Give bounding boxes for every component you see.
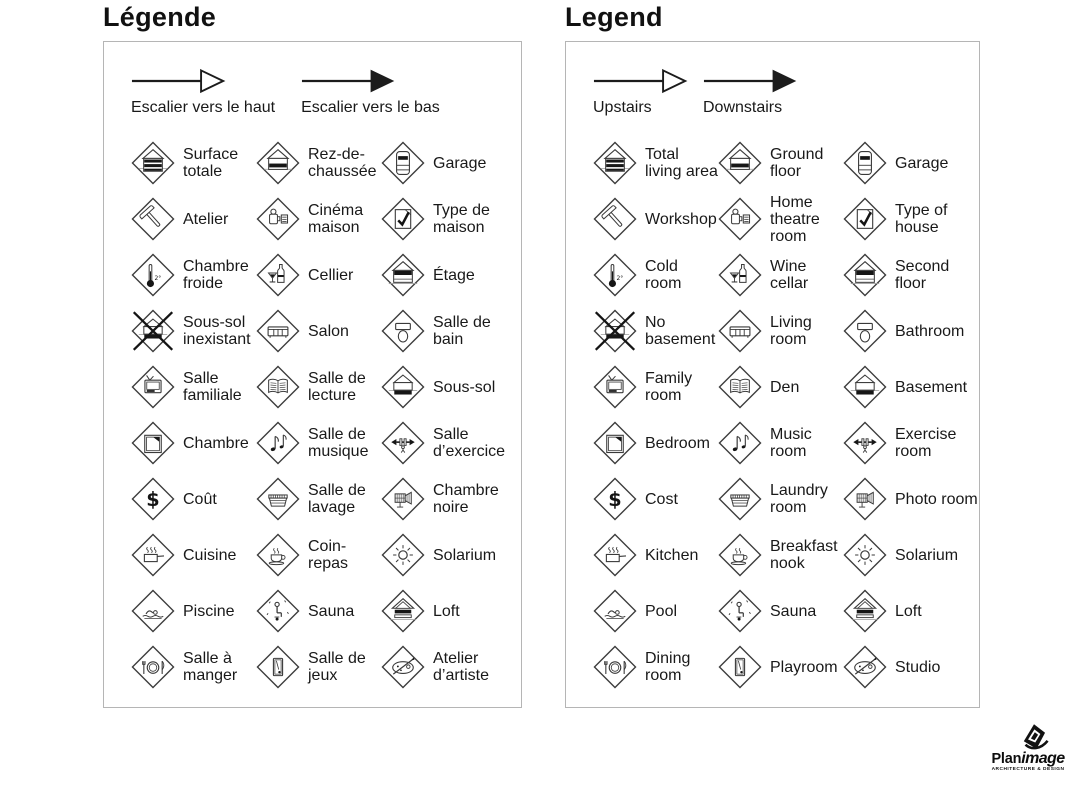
- panel-title-english: Legend: [565, 2, 663, 32]
- legend-item: [381, 247, 517, 303]
- legend-item: [593, 303, 718, 359]
- living-room-icon: [256, 309, 300, 353]
- legend-item-label: Atelier d’artiste: [433, 650, 490, 684]
- cold-room-icon: [131, 253, 175, 297]
- legend-item-label: Sauna: [770, 602, 817, 620]
- family-room-icon: [131, 365, 175, 409]
- legend-item-label: Salle familiale: [183, 370, 242, 404]
- legend-item: [381, 135, 517, 191]
- brand-bold-text: Plan: [991, 751, 1022, 767]
- legend-item: [843, 583, 979, 639]
- legend-item: [843, 359, 979, 415]
- legend-item-label: Cuisine: [183, 546, 237, 564]
- ground-floor-icon: [256, 141, 300, 185]
- legend-item: [131, 359, 256, 415]
- legend-item-label: Solarium: [895, 546, 959, 564]
- dining-room-icon: [593, 645, 637, 689]
- legend-item-label: Type of house: [895, 202, 948, 236]
- legend-item: [131, 471, 256, 527]
- stairs-up-item: [131, 66, 275, 117]
- legend-item: [718, 471, 843, 527]
- legend-item-label: Breakfast nook: [770, 538, 838, 572]
- cold-room-icon: [593, 253, 637, 297]
- planimage-logo-icon: [1017, 722, 1051, 752]
- legend-item-label: Chambre noire: [433, 482, 499, 516]
- legend-item: [256, 583, 381, 639]
- legend-item-label: Solarium: [433, 546, 497, 564]
- brand-italic-text: image: [1021, 750, 1065, 767]
- legend-item: [131, 191, 256, 247]
- stairs-down-label: Escalier vers le bas: [301, 99, 440, 116]
- planimage-logo: [983, 722, 1073, 772]
- legend-item: [256, 135, 381, 191]
- wine-cellar-icon: [718, 253, 762, 297]
- legend-item-label: Living room: [770, 314, 812, 348]
- legend-item: [381, 191, 517, 247]
- legend-panel-english: [565, 2, 980, 708]
- laundry-room-icon: [256, 477, 300, 521]
- legend-box-english: [565, 41, 980, 708]
- den-icon: [256, 365, 300, 409]
- legend-item-label: Family room: [645, 370, 693, 404]
- legend-item-label: Salon: [308, 322, 349, 340]
- stairs-down-arrow-icon: [703, 66, 799, 96]
- legend-item: [131, 303, 256, 359]
- panel-title-french: Légende: [103, 2, 217, 32]
- legend-item-label: Sous-sol inexistant: [183, 314, 251, 348]
- bedroom-icon: [131, 421, 175, 465]
- legend-item-label: Playroom: [770, 658, 838, 676]
- legend-item-label: Exercise room: [895, 426, 957, 460]
- kitchen-icon: [131, 533, 175, 577]
- legend-item-label: Den: [770, 378, 800, 396]
- legend-item: [718, 527, 843, 583]
- home-theatre-room-icon: [718, 197, 762, 241]
- studio-icon: [381, 645, 425, 689]
- breakfast-nook-icon: [718, 533, 762, 577]
- basement-icon: [843, 365, 887, 409]
- legend-item: [256, 247, 381, 303]
- bathroom-icon: [843, 309, 887, 353]
- legend-item-label: Home theatre room: [770, 193, 820, 245]
- stairs-down-item: [703, 66, 799, 117]
- loft-icon: [843, 589, 887, 633]
- legend-item: [131, 247, 256, 303]
- legend-item: [256, 415, 381, 471]
- living-room-icon: [718, 309, 762, 353]
- legend-item: [381, 415, 517, 471]
- legend-item-label: Type de maison: [433, 202, 490, 236]
- legend-item: [256, 191, 381, 247]
- legend-item: [718, 415, 843, 471]
- legend-item-label: Atelier: [183, 210, 229, 228]
- legend-item: [131, 415, 256, 471]
- home-theatre-room-icon: [256, 197, 300, 241]
- bathroom-icon: [381, 309, 425, 353]
- legend-item: [593, 639, 718, 695]
- legend-item: [256, 527, 381, 583]
- legend-item: [593, 415, 718, 471]
- playroom-icon: [256, 645, 300, 689]
- legend-item-label: Salle à manger: [183, 650, 238, 684]
- legend-grid-french: [131, 135, 515, 695]
- legend-item: [593, 527, 718, 583]
- stairs-arrows-row: [593, 66, 973, 117]
- legend-item-label: Second floor: [895, 258, 950, 292]
- legend-item: [256, 303, 381, 359]
- legend-item: [381, 359, 517, 415]
- garage-icon: [843, 141, 887, 185]
- total-living-area-icon: [131, 141, 175, 185]
- loft-icon: [381, 589, 425, 633]
- legend-item: [593, 191, 718, 247]
- studio-icon: [843, 645, 887, 689]
- legend-item: [843, 303, 979, 359]
- playroom-icon: [718, 645, 762, 689]
- type-of-house-icon: [843, 197, 887, 241]
- legend-item-label: Photo room: [895, 490, 978, 508]
- legend-item-label: Chambre froide: [183, 258, 249, 292]
- planimage-brand: [983, 752, 1073, 766]
- legend-item: [381, 471, 517, 527]
- workshop-icon: [131, 197, 175, 241]
- legend-item: [718, 639, 843, 695]
- legend-item: [381, 639, 517, 695]
- legend-item: [718, 191, 843, 247]
- legend-item: [593, 247, 718, 303]
- photo-room-icon: [843, 477, 887, 521]
- legend-item-label: Étage: [433, 266, 475, 284]
- sauna-icon: [256, 589, 300, 633]
- legend-item-label: Chambre: [183, 434, 249, 452]
- second-floor-icon: [843, 253, 887, 297]
- legend-item: [593, 583, 718, 639]
- legend-item: [131, 527, 256, 583]
- second-floor-icon: [381, 253, 425, 297]
- legend-item-label: Pool: [645, 602, 678, 620]
- music-room-icon: [718, 421, 762, 465]
- stairs-up-arrow-icon: [593, 66, 689, 96]
- type-of-house-icon: [381, 197, 425, 241]
- legend-item: [593, 359, 718, 415]
- legend-item: [718, 359, 843, 415]
- cost-icon: [131, 477, 175, 521]
- solarium-icon: [381, 533, 425, 577]
- legend-item-label: Cold room: [645, 258, 682, 292]
- legend-item-label: Salle d’exercice: [433, 426, 506, 460]
- pool-icon: [131, 589, 175, 633]
- legend-item: [718, 303, 843, 359]
- legend-item-label: Salle de jeux: [308, 650, 366, 684]
- legend-panel-french: [103, 2, 522, 708]
- legend-item-label: Salle de musique: [308, 426, 369, 460]
- stairs-arrows-row: [131, 66, 515, 117]
- bedroom-icon: [593, 421, 637, 465]
- legend-item-label: Laundry room: [770, 482, 828, 516]
- workshop-icon: [593, 197, 637, 241]
- solarium-icon: [843, 533, 887, 577]
- legend-item: [381, 303, 517, 359]
- legend-item: [131, 639, 256, 695]
- exercise-room-icon: [381, 421, 425, 465]
- den-icon: [718, 365, 762, 409]
- legend-item-label: Piscine: [183, 602, 235, 620]
- legend-item-label: Dining room: [645, 650, 691, 684]
- legend-item: [256, 639, 381, 695]
- stairs-up-item: [593, 66, 689, 117]
- legend-item-label: Kitchen: [645, 546, 699, 564]
- legend-item: [843, 471, 979, 527]
- legend-item: [131, 135, 256, 191]
- dining-room-icon: [131, 645, 175, 689]
- laundry-room-icon: [718, 477, 762, 521]
- family-room-icon: [593, 365, 637, 409]
- legend-item-label: Sauna: [308, 602, 355, 620]
- legend-item-label: Salle de lavage: [308, 482, 366, 516]
- legend-item-label: Salle de bain: [433, 314, 491, 348]
- legend-item: [256, 359, 381, 415]
- total-living-area-icon: [593, 141, 637, 185]
- photo-room-icon: [381, 477, 425, 521]
- legend-item: [381, 583, 517, 639]
- no-basement-icon: [593, 309, 637, 353]
- legend-item-label: Workshop: [645, 210, 717, 228]
- kitchen-icon: [593, 533, 637, 577]
- legend-item-label: Cinéma maison: [308, 202, 364, 236]
- legend-item-label: Wine cellar: [770, 258, 809, 292]
- legend-item-label: Music room: [770, 426, 812, 460]
- legend-item: [718, 583, 843, 639]
- legend-item-label: Garage: [433, 154, 487, 172]
- legend-grid-english: [593, 135, 978, 695]
- legend-item: [256, 471, 381, 527]
- cost-icon: [593, 477, 637, 521]
- stairs-up-label: Upstairs: [593, 99, 652, 116]
- legend-item: [718, 247, 843, 303]
- legend-item-label: Coin-repas: [308, 538, 349, 572]
- legend-item-label: Basement: [895, 378, 968, 396]
- stairs-up-label: Escalier vers le haut: [131, 99, 276, 116]
- stairs-down-label: Downstairs: [703, 99, 783, 116]
- legend-item: [381, 527, 517, 583]
- legend-item: [843, 135, 979, 191]
- legend-item-label: Total living area: [645, 146, 718, 180]
- garage-icon: [381, 141, 425, 185]
- stairs-up-arrow-icon: [131, 66, 227, 96]
- legend-item-label: Salle de lecture: [308, 370, 366, 404]
- legend-item-label: Sous-sol: [433, 378, 496, 396]
- stairs-down-item: [301, 66, 440, 117]
- legend-item-label: Ground floor: [770, 146, 824, 180]
- legend-item-label: Cellier: [308, 266, 354, 284]
- legend-item-label: Cost: [645, 490, 678, 508]
- legend-item: [843, 639, 979, 695]
- wine-cellar-icon: [256, 253, 300, 297]
- legend-item-label: Bathroom: [895, 322, 965, 340]
- exercise-room-icon: [843, 421, 887, 465]
- legend-item: [843, 191, 979, 247]
- pool-icon: [593, 589, 637, 633]
- legend-item-label: Loft: [895, 602, 922, 620]
- stairs-down-arrow-icon: [301, 66, 397, 96]
- legend-item-label: Garage: [895, 154, 949, 172]
- music-room-icon: [256, 421, 300, 465]
- breakfast-nook-icon: [256, 533, 300, 577]
- legend-item-label: Surface totale: [183, 146, 239, 180]
- legend-item: [843, 527, 979, 583]
- no-basement-icon: [131, 309, 175, 353]
- planimage-tagline: ARCHITECTURE & DESIGN: [991, 767, 1065, 772]
- legend-item: [843, 247, 979, 303]
- legend-item: [593, 135, 718, 191]
- sauna-icon: [718, 589, 762, 633]
- legend-item-label: Rez-de-chaussée: [308, 146, 377, 180]
- legend-item: [718, 135, 843, 191]
- legend-item-label: Coût: [183, 490, 217, 508]
- ground-floor-icon: [718, 141, 762, 185]
- legend-item-label: Bedroom: [645, 434, 710, 452]
- legend-box-french: [103, 41, 522, 708]
- basement-icon: [381, 365, 425, 409]
- legend-item-label: Studio: [895, 658, 941, 676]
- legend-item: [843, 415, 979, 471]
- legend-item-label: No basement: [645, 314, 716, 348]
- legend-item-label: Loft: [433, 602, 460, 620]
- legend-item: [593, 471, 718, 527]
- legend-item: [131, 583, 256, 639]
